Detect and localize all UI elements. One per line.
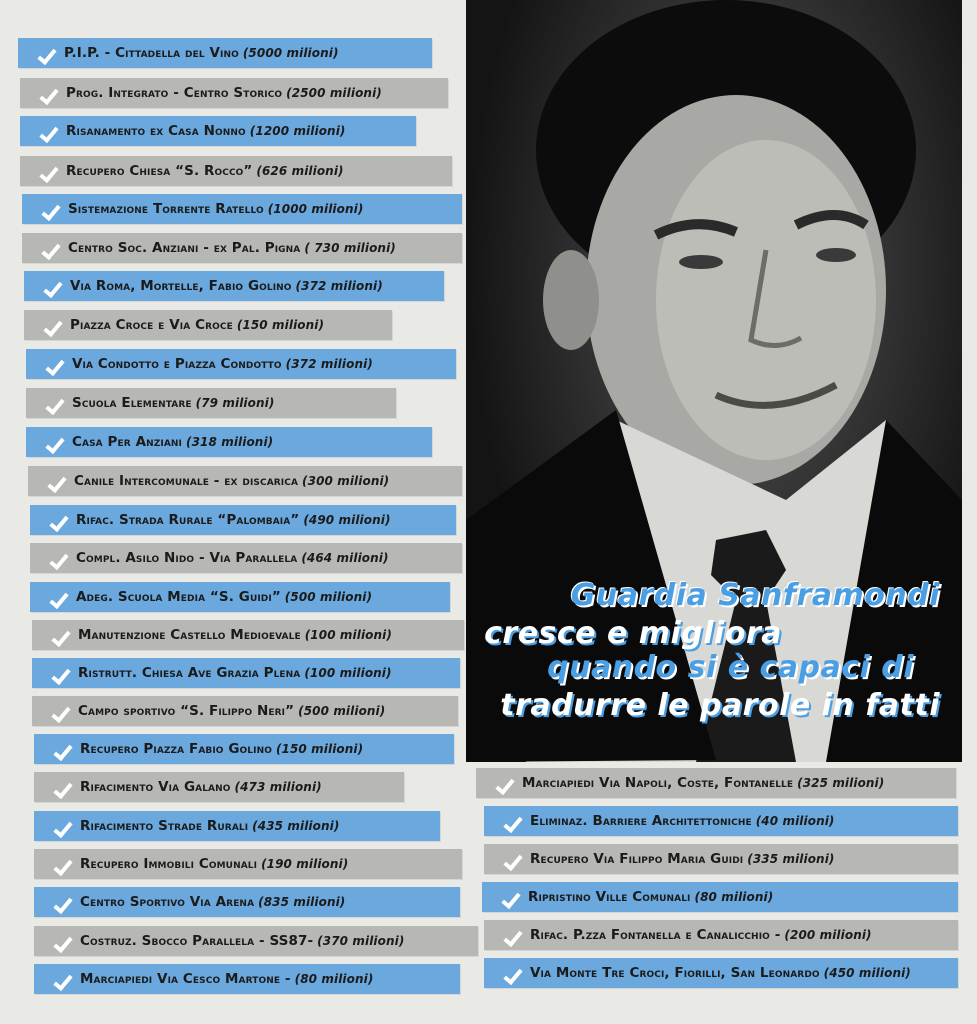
left-project-item: [30, 543, 462, 573]
project-name: Adeg. Scuola Media “S. Guidi”: [76, 589, 281, 605]
checkmark-icon: [53, 933, 72, 953]
project-cost: (372 milioni): [295, 279, 383, 293]
left-project-item: [26, 427, 432, 457]
portrait-photo: [466, 0, 962, 762]
left-project-item: [24, 310, 392, 340]
project-cost: (473 milioni): [234, 780, 322, 794]
project-cost: (190 milioni): [261, 857, 349, 871]
project-name: Campo sportivo “S. Filippo Neri”: [78, 703, 295, 719]
project-cost: (500 milioni): [298, 704, 386, 718]
project-cost: (490 milioni): [303, 513, 391, 527]
project-cost: (300 milioni): [302, 474, 390, 488]
left-project-item: [34, 926, 478, 956]
left-project-item: [32, 696, 458, 726]
project-name: Recupero Chiesa “S. Rocco”: [66, 163, 253, 179]
project-cost: (80 milioni): [694, 890, 774, 904]
slogan-line-1: Guardia Sanframondi: [570, 578, 940, 613]
project-cost: (5000 milioni): [242, 46, 339, 60]
left-project-item: [34, 964, 460, 994]
left-project-item: [22, 233, 462, 263]
project-cost: (464 milioni): [301, 551, 389, 565]
project-cost: (370 milioni): [317, 934, 405, 948]
right-project-item: [484, 844, 958, 874]
project-name: Marciapiedi Via Napoli, Coste, Fontanelle: [522, 775, 794, 791]
checkmark-icon: [41, 201, 60, 221]
checkmark-icon: [53, 894, 72, 914]
project-name: Costruz. Sbocco Parallela - SS87-: [80, 933, 314, 949]
checkmark-icon: [503, 851, 522, 871]
project-cost: (325 milioni): [797, 776, 885, 790]
project-name: Piazza Croce e Via Croce: [70, 317, 233, 333]
checkmark-icon: [53, 856, 72, 876]
project-name: Recupero Immobili Comunali: [80, 856, 258, 872]
project-cost: (435 milioni): [252, 819, 340, 833]
project-name: Recupero Piazza Fabio Golino: [80, 741, 272, 757]
left-project-item: [30, 505, 456, 535]
checkmark-icon: [39, 85, 58, 105]
project-cost: (318 milioni): [186, 435, 274, 449]
project-cost: (835 milioni): [258, 895, 346, 909]
project-name: Via Roma, Mortelle, Fabio Golino: [70, 278, 292, 294]
project-name: Compl. Asilo Nido - Via Parallela: [76, 550, 298, 566]
project-name: Via Condotto e Piazza Condotto: [72, 356, 282, 372]
checkmark-icon: [503, 813, 522, 833]
project-cost: (100 milioni): [304, 666, 392, 680]
checkmark-icon: [45, 356, 64, 376]
project-name: Via Monte Tre Croci, Fiorilli, San Leonardo: [530, 965, 820, 981]
project-cost: (335 milioni): [747, 852, 835, 866]
project-cost: ( 730 milioni): [304, 241, 396, 255]
project-cost: (500 milioni): [284, 590, 373, 604]
project-name: Eliminaz. Barriere Architettoniche: [530, 813, 752, 829]
project-cost: (100 milioni): [304, 628, 392, 642]
right-project-item: [484, 806, 958, 836]
project-name: Recupero Via Filippo Maria Guidi: [530, 851, 744, 867]
project-name: Risanamento ex Casa Nonno: [66, 123, 246, 139]
slogan-line-4: tradurre le parole in fatti: [500, 688, 940, 723]
left-project-item: [32, 620, 464, 650]
checkmark-icon: [503, 965, 522, 985]
right-project-item: [482, 882, 958, 912]
project-name: Ripristino Ville Comunali: [528, 889, 691, 905]
checkmark-icon: [49, 550, 68, 570]
project-name: Ristrutt. Chiesa Ave Grazia Plena: [78, 665, 301, 681]
left-project-item: [18, 38, 432, 68]
project-cost: (40 milioni): [755, 814, 835, 828]
checkmark-icon: [45, 434, 64, 454]
checkmark-icon: [53, 818, 72, 838]
left-project-item: [34, 772, 404, 802]
project-cost: (79 milioni): [195, 396, 275, 410]
right-project-item: [484, 958, 958, 988]
project-cost: (2500 milioni): [286, 86, 382, 100]
left-project-item: [28, 466, 462, 496]
checkmark-icon: [51, 627, 70, 647]
checkmark-icon: [503, 927, 522, 947]
left-project-item: [26, 349, 456, 379]
project-cost: (150 milioni): [236, 318, 325, 332]
checkmark-icon: [39, 163, 58, 183]
project-cost: (1200 milioni): [249, 124, 346, 138]
project-name: Canile Intercomunale - ex discarica: [74, 473, 299, 489]
project-cost: (1000 milioni): [267, 202, 364, 216]
checkmark-icon: [495, 775, 514, 795]
slogan-line-3: quando si è capaci di: [547, 650, 914, 685]
checkmark-icon: [51, 665, 70, 685]
project-name: Rifac. Strada Rurale “Palombaia”: [76, 512, 300, 528]
project-cost: (626 milioni): [256, 164, 344, 178]
project-name: Rifac. P.zza Fontanella e Canalicchio -: [530, 927, 781, 943]
left-project-item: [20, 78, 448, 108]
left-project-item: [34, 887, 460, 917]
checkmark-icon: [53, 971, 72, 991]
left-project-item: [24, 271, 444, 301]
left-project-item: [20, 156, 452, 186]
project-name: Sistemazione Torrente Ratello: [68, 201, 264, 217]
project-name: Prog. Integrato - Centro Storico: [66, 85, 283, 101]
project-name: Marciapiedi Via Cesco Martone -: [80, 971, 291, 987]
left-project-item: [34, 849, 462, 879]
project-name: Centro Soc. Anziani - ex Pal. Pigna: [68, 240, 301, 256]
project-name: Centro Sportivo Via Arena: [80, 894, 255, 910]
checkmark-icon: [501, 889, 520, 909]
project-name: Rifacimento Strade Rurali: [80, 818, 249, 834]
project-name: Manutenzione Castello Medioevale: [78, 627, 301, 643]
right-project-item: [476, 768, 956, 798]
project-cost: (372 milioni): [285, 357, 373, 371]
left-project-item: [32, 658, 460, 688]
left-project-item: [34, 734, 454, 764]
left-project-item: [22, 194, 462, 224]
checkmark-icon: [47, 473, 66, 493]
checkmark-icon: [43, 317, 62, 337]
right-project-item: [484, 920, 958, 950]
left-project-item: [20, 116, 416, 146]
checkmark-icon: [39, 123, 58, 143]
checkmark-icon: [49, 589, 68, 609]
checkmark-icon: [45, 395, 64, 415]
project-cost: (200 milioni): [784, 928, 872, 942]
left-project-item: [34, 811, 440, 841]
project-cost: (80 milioni): [294, 972, 374, 986]
project-name: Casa Per Anziani: [72, 434, 182, 450]
project-cost: (450 milioni): [823, 966, 911, 980]
checkmark-icon: [53, 779, 72, 799]
project-name: Scuola Elementare: [72, 395, 192, 411]
project-name: Rifacimento Via Galano: [80, 779, 231, 795]
project-name: P.I.P. - Cittadella del Vino: [64, 45, 239, 61]
checkmark-icon: [37, 45, 56, 65]
checkmark-icon: [53, 741, 72, 761]
slogan-line-2: cresce e migliora: [484, 616, 782, 651]
checkmark-icon: [43, 278, 62, 298]
checkmark-icon: [51, 703, 70, 723]
left-project-item: [26, 388, 396, 418]
checkmark-icon: [41, 240, 60, 260]
checkmark-icon: [49, 512, 68, 532]
left-project-item: [30, 582, 450, 612]
project-cost: (150 milioni): [275, 742, 364, 756]
